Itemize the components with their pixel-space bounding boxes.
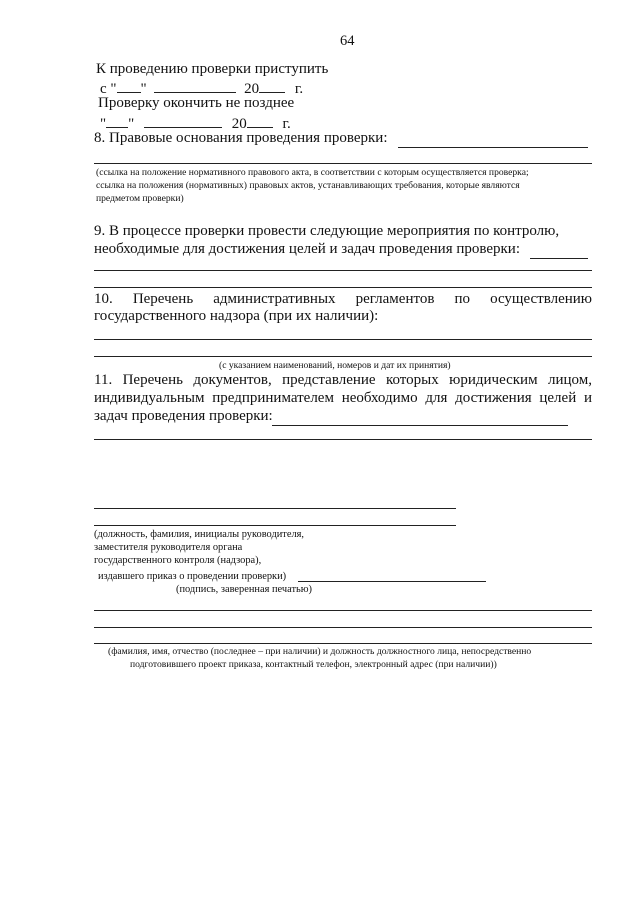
- finish-day-blank: [106, 114, 128, 128]
- section11-line1: 11. Перечень документов, представление которых юридическим лицом,: [94, 372, 592, 388]
- signature-blank: [298, 581, 486, 582]
- section8-note-line3: предметом проверки): [96, 193, 184, 204]
- signatory-note-line2: заместителя руководителя органа: [94, 542, 243, 553]
- section9-line2: необходимые для достижения целей и задач проведения проверки:: [94, 241, 521, 257]
- section10-blank-line2: [94, 356, 592, 357]
- section8-blank-line: [94, 163, 592, 164]
- finish-inspection-label: Проверку окончить не позднее: [98, 95, 295, 111]
- preparer-blank-line2: [94, 627, 592, 628]
- section10-line1: 10. Перечень административных регламентов по осуществлению: [94, 291, 592, 307]
- start-date-line: с " " 20 г.: [100, 81, 304, 97]
- finish-month-blank: [144, 114, 222, 128]
- section11-blank-line: [94, 439, 592, 440]
- section8-inline-blank: [398, 147, 588, 148]
- signatory-note-line3: государственного контроля (надзора),: [94, 555, 262, 566]
- section10-line2: государственного надзора (при их наличии):: [94, 308, 379, 324]
- section11-inline-blank: [272, 425, 568, 426]
- signatory-blank-line1: [94, 508, 456, 509]
- signature-seal-note: (подпись, заверенная печатью): [176, 584, 312, 595]
- signatory-note-line4: издавшего приказ о проведении проверки): [98, 571, 287, 582]
- section9-blank-line2: [94, 287, 592, 288]
- preparer-blank-line1: [94, 610, 592, 611]
- start-year-blank: [259, 79, 285, 93]
- section9-line1: 9. В процессе проверки провести следующие мероприятия по контролю,: [94, 223, 560, 239]
- signatory-blank-line2: [94, 525, 456, 526]
- finish-date-line: " " 20 г.: [100, 116, 291, 132]
- preparer-note-line2: подготовившего проект приказа, контактный телефон, электронный адрес (при наличии)): [130, 659, 497, 670]
- finish-year-blank: [247, 114, 273, 128]
- start-month-blank: [154, 79, 236, 93]
- section9-blank-line1: [94, 270, 592, 271]
- signatory-note-line1: (должность, фамилия, инициалы руководителя,: [94, 529, 305, 540]
- page-number: 64: [340, 33, 355, 49]
- section10-note: (с указанием наименований, номеров и дат их принятия): [219, 360, 451, 371]
- start-inspection-label: К проведению проверки приступить: [96, 61, 329, 77]
- section8-note-line1: (ссылка на положение нормативного правового акта, в соответствии с которым осуществляется проверка;: [96, 167, 529, 178]
- section10-blank-line1: [94, 339, 592, 340]
- section9-inline-blank: [530, 258, 588, 259]
- section11-line2: индивидуальным предпринимателем необходимо для достижения целей и: [94, 390, 592, 406]
- start-day-blank: [117, 79, 141, 93]
- section8-title: 8. Правовые основания проведения проверки:: [94, 130, 388, 146]
- section11-line3: задач проведения проверки:: [94, 408, 273, 424]
- preparer-note-line1: (фамилия, имя, отчество (последнее – при наличии) и должность должностного лица, непосредственно: [108, 646, 532, 657]
- preparer-blank-line3: [94, 643, 592, 644]
- section8-note-line2: ссылка на положения (нормативных) правовых актов, устанавливающих требования, которые являются: [96, 180, 520, 191]
